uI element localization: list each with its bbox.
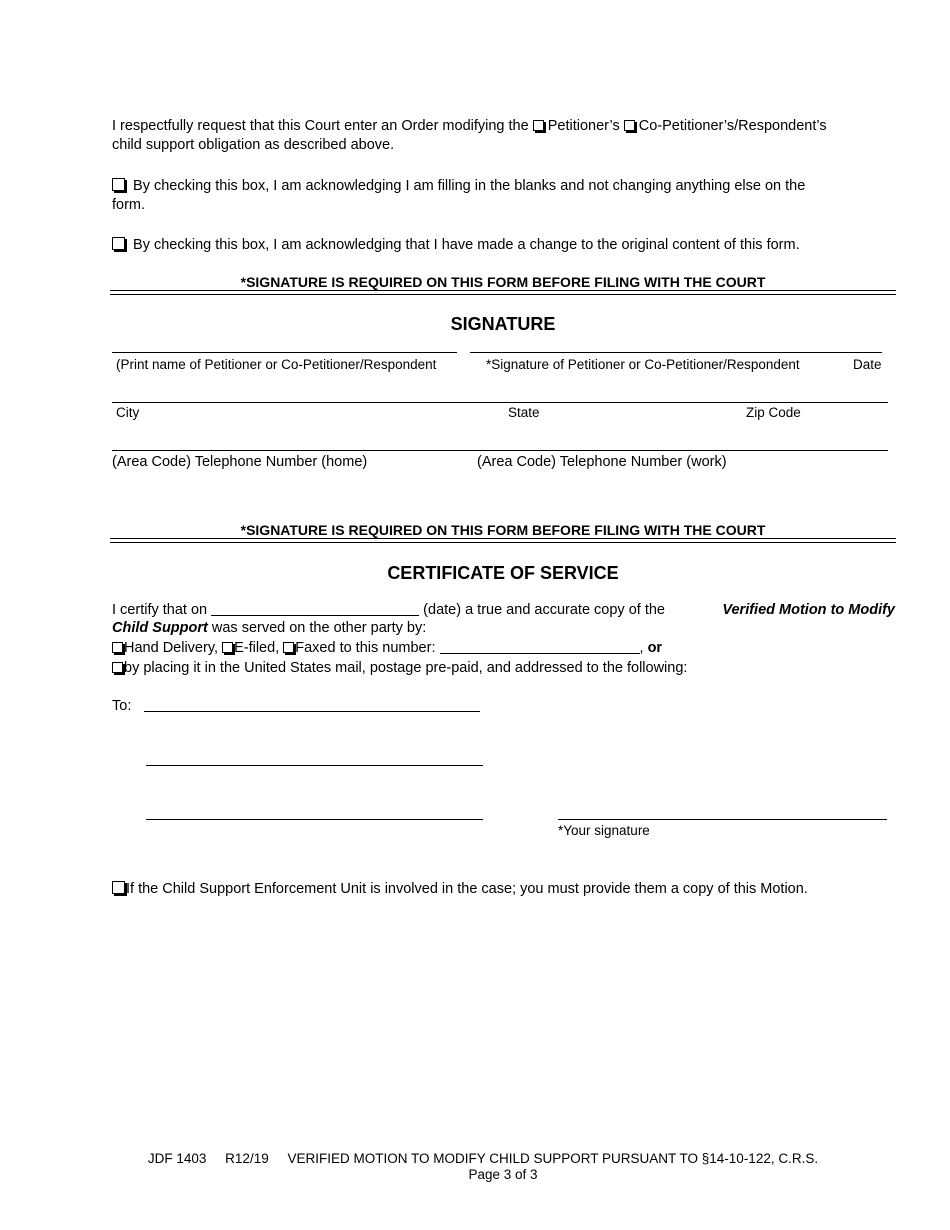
address-line-2[interactable] [146,765,483,766]
your-signature-label: *Your signature [558,823,650,838]
petitioner-checkbox[interactable] [533,120,544,131]
certify-prefix: I certify that on [112,602,208,618]
request-line-2: child support obligation as described above. [112,137,395,153]
faxed-checkbox[interactable] [283,642,294,653]
date-label: Date [853,357,882,372]
doc-title-part2: Child Support [112,620,208,636]
delivery-methods-line: Hand Delivery, E-filed, Faxed to this number: , or [112,639,662,657]
copetitioner-checkbox[interactable] [624,120,635,131]
zip-label: Zip Code [746,405,801,420]
efiled-label: E-filed, [234,640,280,656]
csu-checkbox[interactable] [112,881,125,894]
your-signature-field[interactable] [558,819,887,820]
ack1-checkbox[interactable] [112,178,125,191]
signature-title: SIGNATURE [450,314,556,334]
to-label: To: [112,698,132,714]
ack1-line-2: form. [112,197,146,213]
print-name-label: (Print name of Petitioner or Co-Petitioner/Respondent [116,357,437,372]
mail-checkbox[interactable] [112,662,123,673]
certify-mid: (date) a true and accurate copy of the [423,602,665,618]
csu-notice-text: If the Child Support Enforcement Unit is involved in the case; you must provide them a copy of this Motion. [126,881,808,897]
fax-number-field[interactable] [440,639,640,654]
petitioner-option-label: Petitioner’s [547,118,620,134]
faxed-label: Faxed to this number: [295,640,436,656]
phone-work-label: (Area Code) Telephone Number (work) [477,454,727,470]
notice-divider-2 [110,538,896,543]
doc-title-text: Verified Motion to Modify [722,602,895,618]
signature-date-field[interactable] [470,352,882,353]
ack1-line-1 [112,177,805,195]
city-state-zip-field[interactable] [112,402,888,403]
signature-label: *Signature of Petitioner or Co-Petitioner/Respondent [486,357,800,372]
doc-title-part1 [722,601,895,619]
ack2-line [112,236,800,254]
certify-line-1 [112,601,665,619]
efiled-checkbox[interactable] [222,642,233,653]
or-word: or [647,640,663,656]
signature-required-notice-2: *SIGNATURE IS REQUIRED ON THIS FORM BEFORE FILING WITH THE COURT [240,522,766,538]
footer-form-id: JDF 1403 R12/19 VERIFIED MOTION TO MODIFY CHILD SUPPORT PURSUANT TO §14-10-122, C.R.S. [147,1151,819,1166]
certify-line-2 [112,619,426,637]
served-suffix: was served on the other party by: [211,620,427,636]
ack2-checkbox[interactable] [112,237,125,250]
telephone-field[interactable] [112,450,888,451]
print-name-field[interactable] [112,352,457,353]
address-line-1[interactable] [144,711,480,712]
service-date-field[interactable] [211,601,419,616]
notice-divider [110,290,896,295]
hand-delivery-checkbox[interactable] [112,642,123,653]
address-line-3[interactable] [146,819,483,820]
ack1-text: By checking this box, I am acknowledging I am filling in the blanks and not changing anything else on the [133,178,806,194]
request-prefix: I respectfully request that this Court enter an Order modifying the [112,118,529,134]
request-line-1 [112,117,827,135]
phone-home-label: (Area Code) Telephone Number (home) [112,454,368,470]
mail-line [112,659,687,677]
copetitioner-option-label: Co-Petitioner’s/Respondent’s [638,118,827,134]
certificate-title: CERTIFICATE OF SERVICE [387,563,619,583]
mail-text: by placing it in the United States mail, postage pre-paid, and addressed to the following: [124,660,688,676]
ack2-text: By checking this box, I am acknowledging that I have made a change to the original content of this form. [133,237,800,253]
state-label: State [508,405,540,420]
hand-delivery-label: Hand Delivery, [124,640,219,656]
city-label: City [116,405,140,420]
csu-notice-line [112,880,808,898]
footer-page-number: Page 3 of 3 [468,1167,538,1182]
signature-required-notice: *SIGNATURE IS REQUIRED ON THIS FORM BEFORE FILING WITH THE COURT [240,274,766,290]
